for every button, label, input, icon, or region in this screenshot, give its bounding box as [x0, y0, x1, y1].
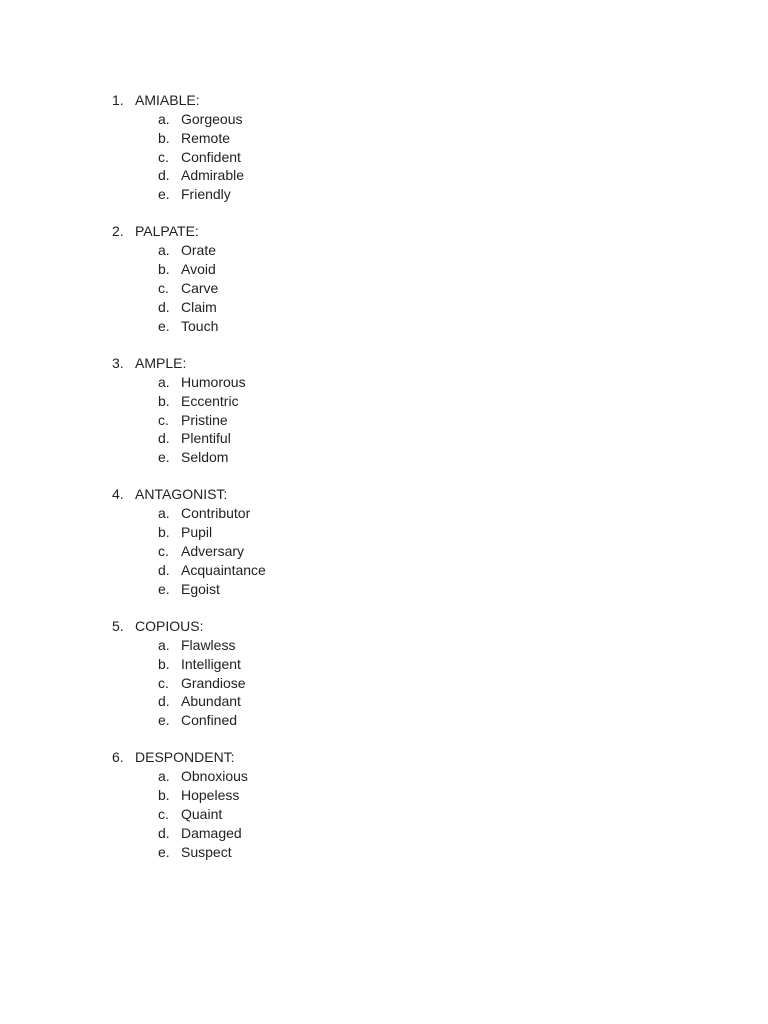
choice-item: [158, 373, 266, 392]
question-word: AMPLE:: [135, 354, 187, 371]
choice-item: [158, 805, 266, 824]
question-word: AMIABLE:: [135, 92, 200, 108]
choice-item: [158, 298, 266, 317]
question-list: [112, 91, 266, 880]
question-number: 1.: [112, 92, 124, 108]
choice-text: Pupil: [181, 524, 213, 541]
choice-text: Intelligent: [181, 655, 241, 672]
question-heading: [112, 222, 266, 241]
choice-text: Grandiose: [181, 674, 246, 691]
choice-text: Eccentric: [181, 392, 239, 409]
choice-item: [158, 185, 266, 204]
question-heading: [112, 485, 266, 504]
question-word: ANTAGONIST:: [135, 486, 228, 503]
choice-item: [158, 392, 266, 411]
choice-item: [158, 580, 266, 599]
choice-item: [158, 110, 266, 129]
choice-letter: e.: [158, 843, 170, 860]
choice-text: Pristine: [181, 411, 228, 428]
choice-item: [158, 448, 266, 467]
choice-text: Abundant: [181, 693, 241, 710]
choice-list: [112, 767, 266, 861]
choice-letter: a.: [158, 505, 170, 522]
choice-text: Confined: [181, 712, 238, 729]
choice-letter: e.: [158, 580, 170, 597]
choice-text: Plentiful: [181, 430, 231, 447]
choice-item: [158, 843, 266, 862]
choice-letter: b.: [158, 787, 170, 804]
choice-letter: a.: [158, 636, 170, 653]
choice-item: [158, 260, 266, 279]
question-heading: [112, 354, 266, 373]
choice-text: Touch: [181, 317, 219, 334]
question-heading: [112, 748, 266, 767]
choice-text: Humorous: [181, 373, 246, 390]
choice-letter: d.: [158, 693, 170, 710]
question-number: 5.: [112, 617, 124, 634]
question-number: 3.: [112, 354, 124, 371]
choice-text: Friendly: [181, 186, 231, 203]
choice-list: [112, 373, 266, 467]
choice-item: [158, 674, 266, 693]
choice-text: Damaged: [181, 824, 242, 841]
choice-item: [158, 523, 266, 542]
choice-text: Obnoxious: [181, 768, 248, 785]
choice-letter: c.: [158, 543, 169, 560]
choice-list: [112, 504, 266, 598]
question-number: 6.: [112, 749, 124, 766]
choice-list: [112, 241, 266, 335]
choice-item: [158, 636, 266, 655]
question-number: 4.: [112, 486, 124, 503]
choice-text: Remote: [181, 129, 231, 146]
choice-letter: d.: [158, 824, 170, 841]
choice-letter: d.: [158, 561, 170, 578]
choice-letter: e.: [158, 449, 170, 466]
choice-letter: b.: [158, 655, 170, 672]
question-word: PALPATE:: [135, 223, 199, 240]
choice-letter: b.: [158, 524, 170, 541]
choice-list: [112, 110, 266, 204]
choice-item: [158, 411, 266, 430]
choice-text: Quaint: [181, 806, 223, 823]
choice-text: Carve: [181, 280, 219, 297]
choice-letter: e.: [158, 712, 170, 729]
choice-item: [158, 655, 266, 674]
choice-item: [158, 241, 266, 260]
choice-letter: d.: [158, 430, 170, 447]
question-2: [112, 222, 266, 335]
choice-text: Flawless: [181, 636, 236, 653]
choice-item: [158, 786, 266, 805]
choice-item: [158, 166, 266, 185]
choice-text: Adversary: [181, 543, 245, 560]
choice-text: Acquaintance: [181, 561, 266, 578]
choice-letter: a.: [158, 768, 170, 785]
choice-letter: e.: [158, 186, 170, 203]
choice-item: [158, 279, 266, 298]
choice-text: Confident: [181, 148, 241, 165]
question-5: [112, 617, 266, 730]
choice-item: [158, 767, 266, 786]
choice-text: Egoist: [181, 580, 220, 597]
choice-text: Seldom: [181, 449, 229, 466]
choice-item: [158, 429, 266, 448]
choice-letter: c.: [158, 280, 169, 297]
choice-letter: c.: [158, 674, 169, 691]
choice-letter: d.: [158, 298, 170, 315]
choice-text: Hopeless: [181, 787, 240, 804]
question-6: [112, 748, 266, 861]
choice-item: [158, 824, 266, 843]
question-heading: [112, 91, 266, 110]
choice-item: [158, 711, 266, 730]
choice-letter: c.: [158, 806, 169, 823]
choice-text: Admirable: [181, 167, 245, 184]
choice-letter: a.: [158, 242, 170, 259]
choice-item: [158, 317, 266, 336]
choice-item: [158, 504, 266, 523]
choice-letter: e.: [158, 317, 170, 334]
choice-letter: c.: [158, 148, 169, 165]
choice-letter: b.: [158, 261, 170, 278]
question-number: 2.: [112, 223, 124, 240]
choice-item: [158, 692, 266, 711]
choice-letter: a.: [158, 111, 170, 127]
question-heading: [112, 617, 266, 636]
choice-letter: a.: [158, 373, 170, 390]
question-3: [112, 354, 266, 467]
question-4: [112, 485, 266, 598]
question-1: [112, 91, 266, 204]
choice-text: Avoid: [181, 261, 216, 278]
choice-text: Gorgeous: [181, 111, 243, 127]
choice-text: Orate: [181, 242, 217, 259]
question-word: DESPONDENT:: [135, 749, 235, 766]
choice-item: [158, 542, 266, 561]
choice-letter: c.: [158, 411, 169, 428]
choice-text: Contributor: [181, 505, 251, 522]
question-word: COPIOUS:: [135, 617, 204, 634]
choice-list: [112, 636, 266, 730]
choice-text: Claim: [181, 298, 217, 315]
choice-letter: b.: [158, 392, 170, 409]
choice-letter: d.: [158, 167, 170, 184]
choice-item: [158, 561, 266, 580]
choice-text: Suspect: [181, 843, 232, 860]
choice-item: [158, 129, 266, 148]
choice-letter: b.: [158, 129, 170, 146]
choice-item: [158, 148, 266, 167]
